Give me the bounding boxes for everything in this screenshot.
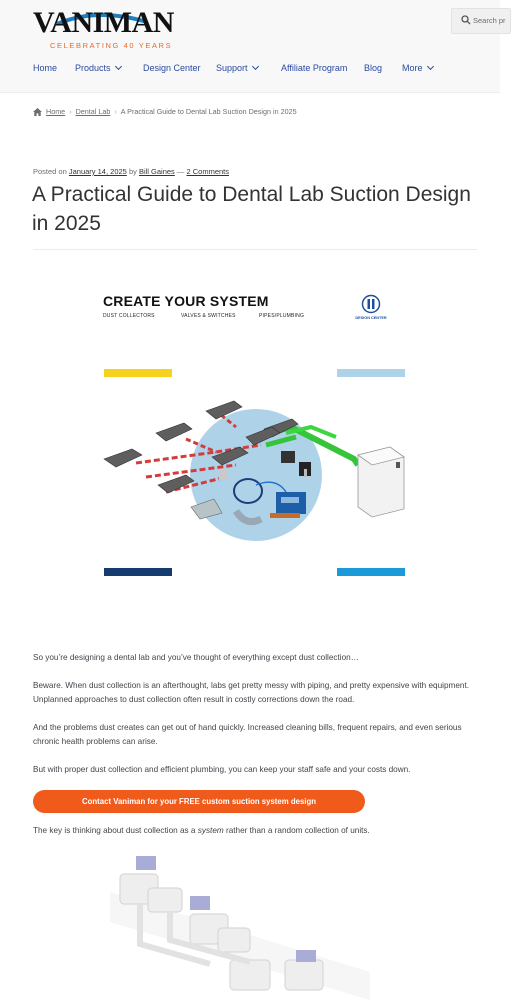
search-input[interactable] — [451, 8, 511, 34]
dust-collector-cabinet — [358, 447, 404, 517]
system-text-after: rather than a random collection of units. — [223, 826, 370, 835]
paragraph-intro: So you’re designing a dental lab and you’ve thought of everything except dust collection… — [33, 653, 359, 662]
breadcrumb-separator: › — [69, 107, 72, 116]
posted-on-label: Posted on — [33, 167, 67, 176]
hero-title: CREATE YOUR SYSTEM — [103, 293, 269, 309]
paragraph-system — [33, 824, 478, 838]
paragraph-problems: And the problems dust creates can get out of hand quickly. Increased cleaning bills, frequent repairs, and even serious chronic health problems can arise. — [33, 723, 462, 746]
post-title: A Practical Guide to Dental Lab Suction Design in 2025 — [32, 183, 471, 235]
breadcrumb-current: A Practical Guide to Dental Lab Suction Design in 2025 — [120, 107, 297, 116]
hero-image — [96, 287, 414, 582]
nav-item-more[interactable] — [402, 63, 433, 73]
hero-subtitle-pipes: PIPES/PLUMBING — [259, 313, 305, 319]
paragraph-beware: Beware. When dust collection is an afterthought, labs get pretty messy with piping, and pretty expensive with equipment. Unplanned approaches to dust collection often result in costly corrections down the road. — [33, 681, 469, 704]
vaniman-logo[interactable] — [33, 6, 174, 52]
breadcrumb-separator: › — [114, 107, 117, 116]
hero-subtitle-valves: VALVES & SWITCHES — [181, 313, 236, 319]
nav-item-blog[interactable] — [364, 63, 382, 73]
logo-wordmark: VANIMAN — [33, 6, 174, 39]
paragraph-solution: But with proper dust collection and efficient plumbing, you can keep your staff safe and your costs down. — [33, 765, 411, 774]
meta-dash: — — [176, 167, 185, 176]
breadcrumb-home-link[interactable]: Home — [46, 107, 66, 116]
search-icon — [461, 15, 471, 25]
nav-item-affiliate-program[interactable] — [281, 63, 347, 73]
nav-label: Support — [216, 63, 248, 73]
breadcrumb-category-link[interactable]: Dental Lab — [75, 107, 111, 116]
post-date-link[interactable]: January 14, 2025 — [68, 167, 127, 176]
system-diagram-image — [110, 852, 370, 1000]
chevron-down-icon — [251, 63, 258, 70]
nav-label: Products — [75, 63, 111, 73]
system-text-before: The key is thinking about dust collection as a — [33, 826, 198, 835]
nav-item-support[interactable] — [216, 63, 258, 73]
nav-label: Blog — [364, 63, 383, 73]
title-divider — [33, 249, 477, 250]
hero-subtitle-dust-collectors: DUST COLLECTORS — [103, 313, 155, 319]
nav-item-products[interactable] — [75, 63, 121, 73]
nav-label: More — [402, 63, 423, 73]
post-author-link[interactable]: Bill Gaines — [138, 167, 175, 176]
nav-label: Design Center — [143, 63, 201, 73]
home-icon — [33, 108, 42, 116]
search-placeholder: Search pr — [473, 16, 506, 25]
post-comments-link[interactable]: 2 Comments — [186, 167, 230, 176]
design-center-label: DESIGN CENTER — [355, 316, 387, 320]
breadcrumb — [33, 107, 297, 116]
by-label: by — [128, 167, 137, 176]
site-header — [0, 0, 506, 93]
system-illustration — [96, 287, 414, 582]
system-text-emphasis: system — [197, 826, 224, 835]
chevron-down-icon — [426, 63, 433, 70]
post-meta — [33, 167, 229, 176]
nav-label: Affiliate Program — [281, 63, 348, 73]
nav-label: Home — [33, 63, 58, 73]
nav-item-home[interactable] — [33, 63, 57, 73]
chevron-down-icon — [114, 63, 121, 70]
logo-tagline: CELEBRATING 40 YEARS — [50, 41, 173, 50]
nav-item-design-center[interactable] — [143, 63, 201, 73]
contact-cta-button[interactable]: Contact Vaniman for your FREE custom suction system design — [33, 790, 365, 813]
